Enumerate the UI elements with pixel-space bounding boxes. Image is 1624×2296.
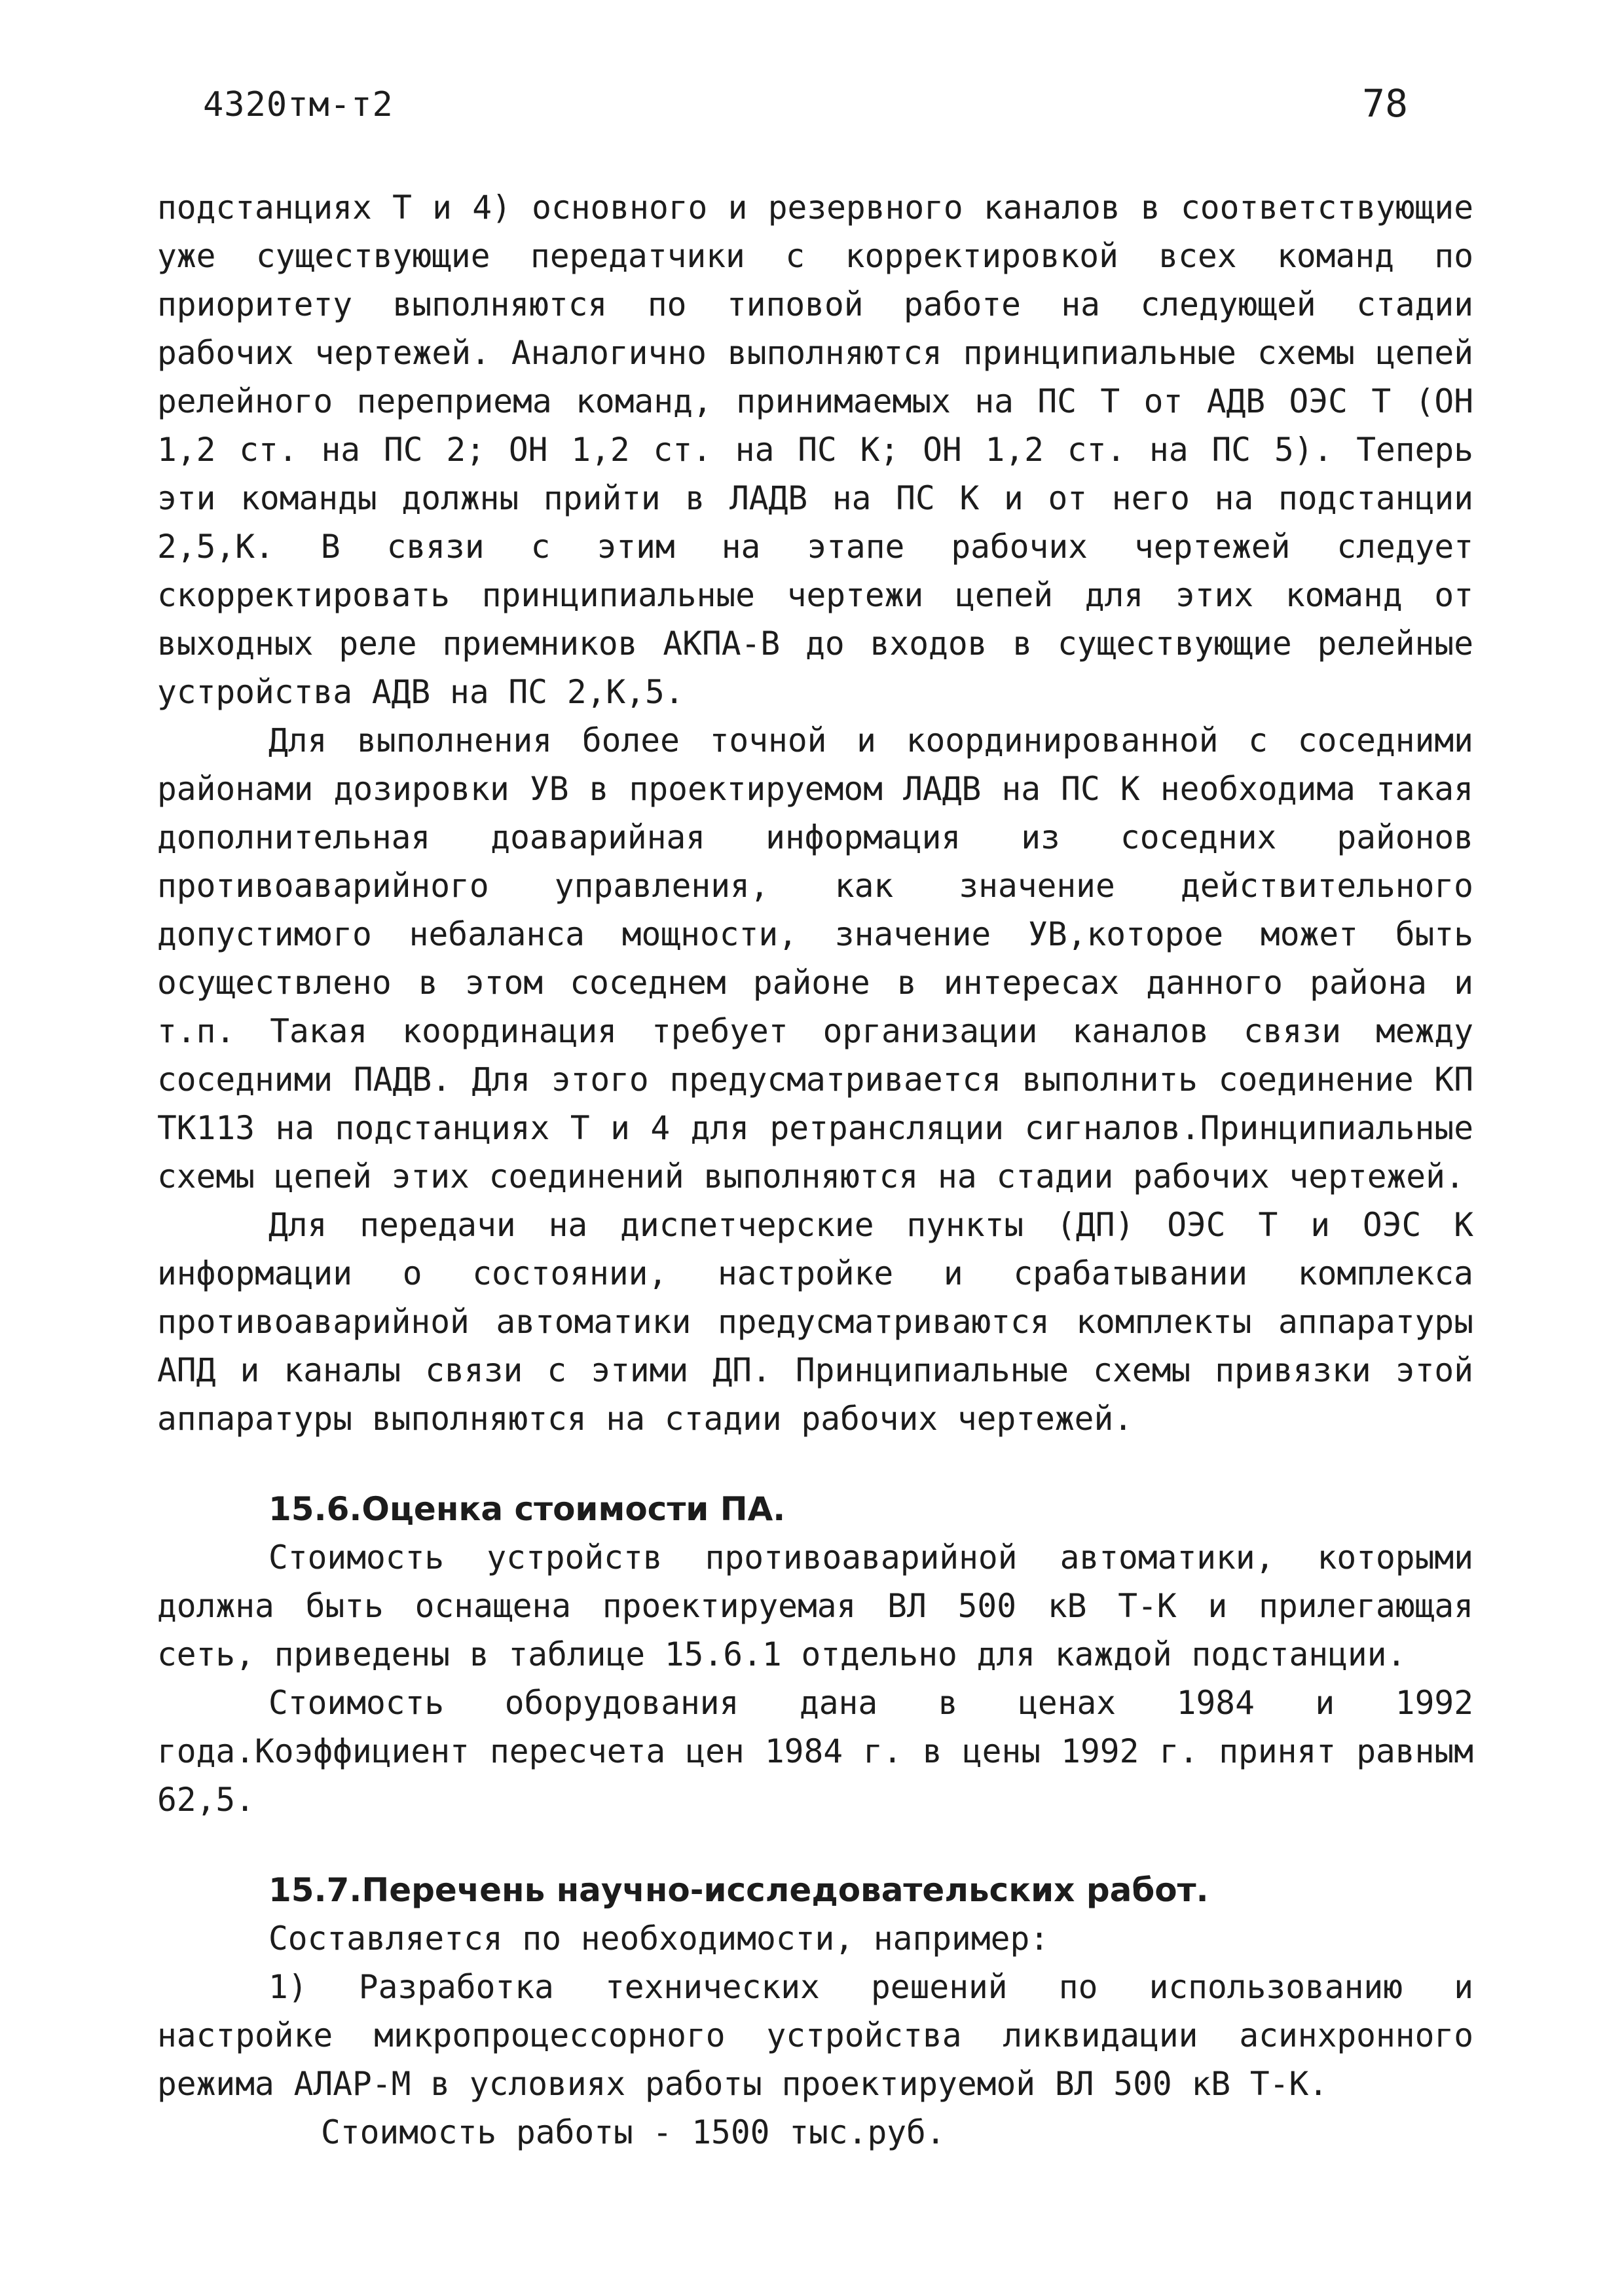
section-15-7-item-1: 1) Разработка технических решений по использованию и настройке микропроцессорного устройства ликвидации асинхронного режима АЛАР-М в условиях работы проектируемой ВЛ 500 кВ Т-К. xyxy=(157,1968,1473,2103)
section-15-6-paragraph-2: Стоимость оборудования дана в ценах 1984 и 1992 года.Коэффициент пересчета цен 1984 г. в цены 1992 г. принят равным 62,5. xyxy=(157,1684,1473,1819)
page-header xyxy=(203,81,1408,144)
paragraph-relay-circuits: подстанциях Т и 4) основного и резервного каналов в соответствующие уже существующие передатчики с корректировкой всех команд по приоритету выполняются по типовой работе на следующей стадии рабочих чертежей. Аналогично выполняются принципиальные схемы цепей релейного переприема команд, принимаемых на ПС Т от АДВ ОЭС Т (ОН 1,2 ст. на ПС 2; ОН 1,2 ст. на ПС К; ОН 1,2 ст. на ПС 5). Теперь эти команды должны прийти в ЛАДВ на ПС К и от него на подстанции 2,5,К. В связи с этим на этапе рабочих чертежей следует скорректировать принципиальные чертежи цепей для этих команд от выходных реле приемников АКПА-В до входов в существующие релейные устройства АДВ на ПС 2,К,5. xyxy=(157,189,1473,711)
section-15-7-intro: Составляется по необходимости, например: xyxy=(268,1920,1050,1958)
paragraph-dispatch-info: Для передачи на диспетчерские пункты (ДП) ОЭС Т и ОЭС К информации о состоянии, настройке и срабатывании комплекса противоаварийной автоматики предусматриваются комплекты аппаратуры АПД и каналы связи с этими ДП. Принципиальные схемы привязки этой аппаратуры выполняются на стадии рабочих чертежей. xyxy=(157,1206,1473,1438)
document-code: 4320тм-т2 xyxy=(203,85,394,124)
section-15-6-paragraph-1: Стоимость устройств противоаварийной автоматики, которыми должна быть оснащена проектируемая ВЛ 500 кВ Т-К и прилегающая сеть, приведены в таблице 15.6.1 отдельно для каждой подстанции. xyxy=(157,1539,1473,1673)
section-15-7-heading: 15.7.Перечень научно-исследовательских работ. xyxy=(268,1871,1209,1909)
paragraph-coordination: Для выполнения более точной и координированной с соседними районами дозировки УВ в проектируемом ЛАДВ на ПС К необходима такая дополнительная доаварийная информация из соседних районов противоаварийного управления, как значение действительного допустимого небаланса мощности, значение УВ,которое может быть осуществлено в этом соседнем районе в интересах данного района и т.п. Такая координация требует организации каналов связи между соседними ПАДВ. Для этого предусматривается выполнить соединение КП ТК113 на подстанциях Т и 4 для ретрансляции сигналов.Принципиальные схемы цепей этих соединений выполняются на стадии рабочих чертежей. xyxy=(157,721,1473,1195)
page-number: 78 xyxy=(1362,81,1408,126)
section-15-7-cost: Стоимость работы - 1500 тыс.руб. xyxy=(321,2113,946,2151)
page-body xyxy=(157,183,1473,2157)
section-15-6-heading: 15.6.Оценка стоимости ПА. xyxy=(268,1490,786,1528)
